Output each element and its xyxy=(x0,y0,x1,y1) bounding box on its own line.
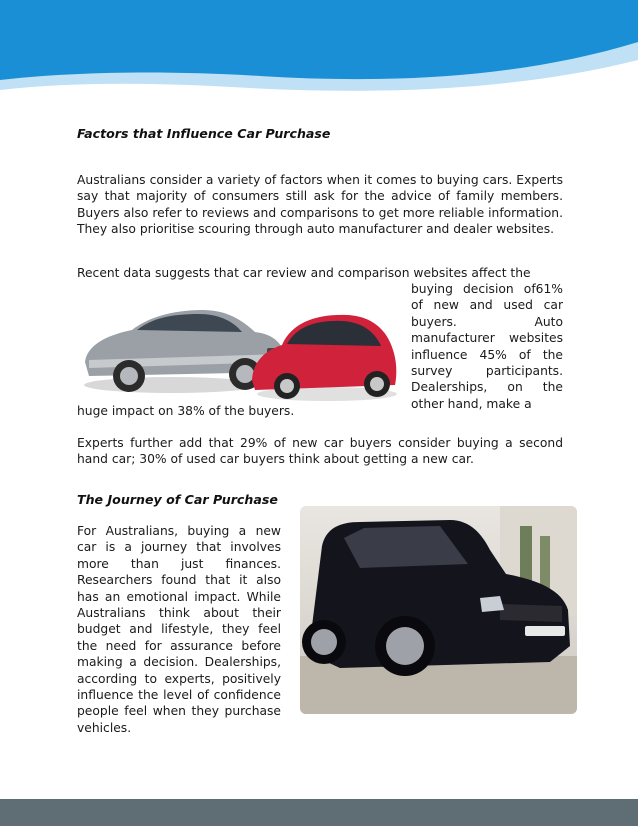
paragraph-recent-data-side: buying decision of61% of new and used car buyers. Auto manufacturer websites influence 45% of the survey participants. Dealerships, on the other hand, make a xyxy=(411,282,563,411)
range-rover-photo xyxy=(300,506,577,714)
paragraph-recent-data-tail: huge impact on 38% of the buyers. xyxy=(77,404,295,418)
header-wave-banner xyxy=(0,0,638,100)
cars-photo-bmw-yaris xyxy=(77,290,401,406)
paragraph-factors-intro: Australians consider a variety of factors when it comes to buying cars. Experts say that majority of consumers still ask for the advice of family members. Buyers also refer to reviews and comparisons to get more reliable information. They also prioritise scouring through auto manufacturer and dealer websites. xyxy=(77,173,563,237)
footer-bar xyxy=(0,799,638,826)
paragraph-recent-data-lead: Recent data suggests that car review and comparison websites affect the xyxy=(77,266,531,280)
section-heading-journey: The Journey of Car Purchase xyxy=(77,492,278,507)
paragraph-journey: For Australians, buying a new car is a journey that involves more than just finances. Researchers found that it also has an emotional impact. While Australians think about their budget and lifestyle, they feel the need for assurance before making a decision. Dealerships, according to experts, positively influence the level of confidence people feel when they purchase vehicles. xyxy=(77,524,281,735)
section-heading-factors: Factors that Influence Car Purchase xyxy=(77,126,331,141)
paragraph-experts-add: Experts further add that 29% of new car buyers consider buying a second hand car; 30% of used car buyers think about getting a new car. xyxy=(77,436,563,467)
